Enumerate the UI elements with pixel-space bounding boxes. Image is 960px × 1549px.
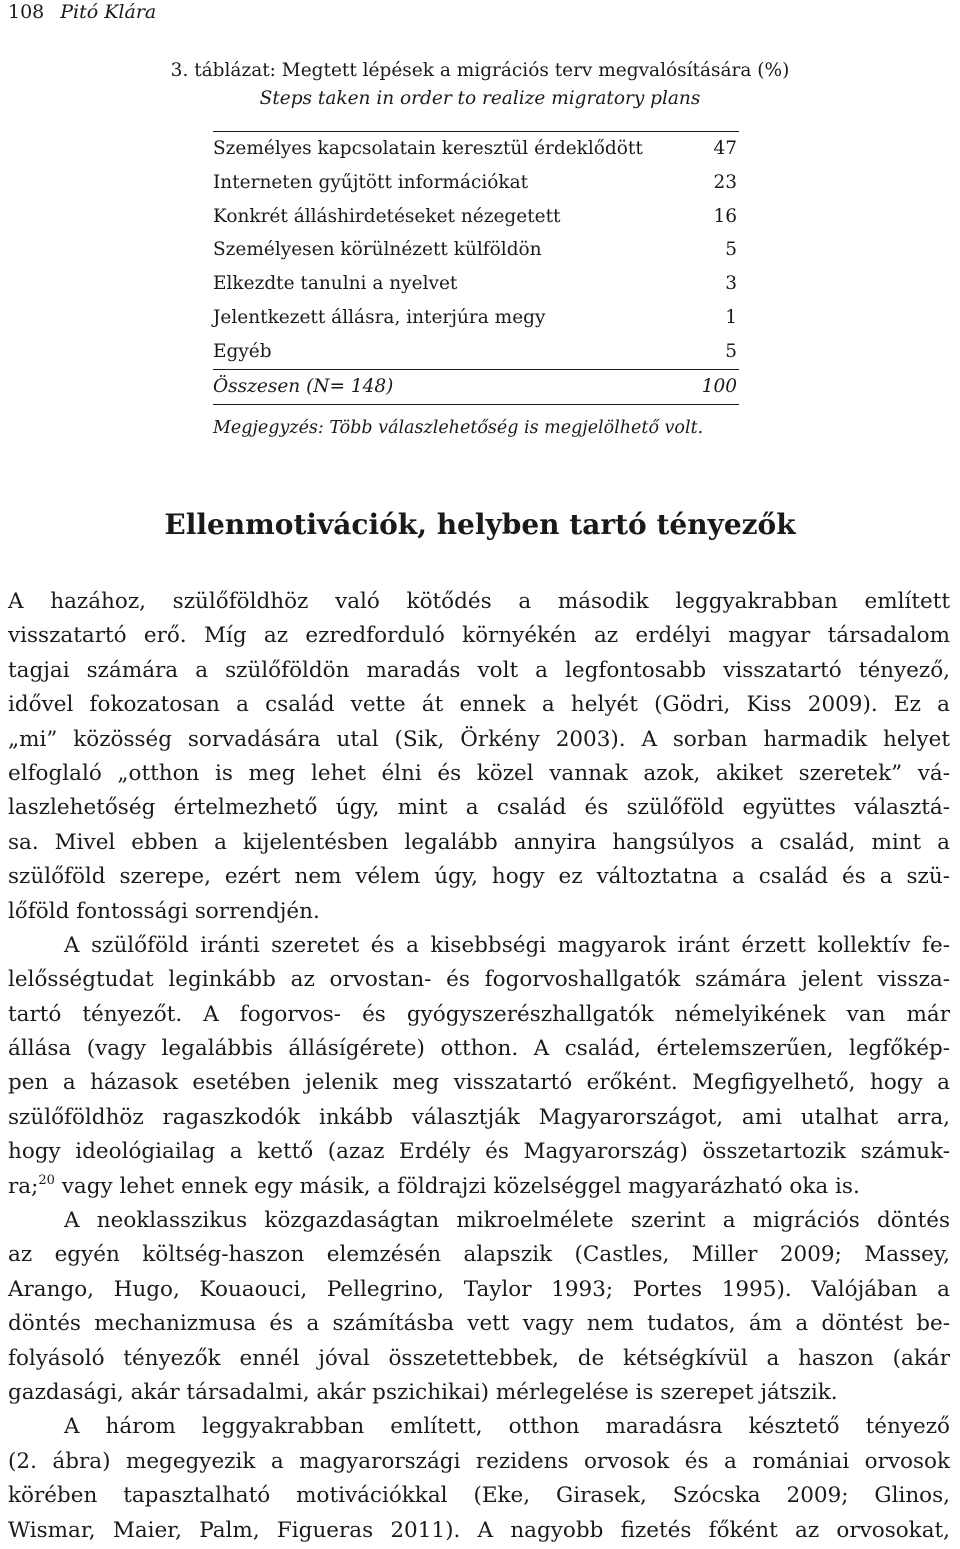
paragraph-line: gazdasági, akár társadalmi, akár pszichikai) mérlegelése is szerepet játszik. (8, 1379, 838, 1405)
paragraph-line: lelősségtudat leginkább az orvostan- és fogorvoshallgatók számára jelent vissza- (8, 967, 950, 993)
table-note: Megjegyzés: Több válaszlehetőség is megjelölhető volt. (213, 418, 704, 438)
page-number: 108 (8, 1, 45, 23)
table-row (213, 267, 739, 301)
paragraph-line: visszatartó erő. Míg az ezredforduló környékén az erdélyi magyar társadalom (8, 623, 950, 649)
paragraph-line: döntés mechanizmusa és a számításba vett vagy nem tudatos, ám a döntést be- (8, 1311, 950, 1337)
paragraph-line-with-footnote (8, 1170, 950, 1204)
table-caption-english: Steps taken in order to realize migratory plans (259, 88, 701, 109)
footnote-reference[interactable]: 20 (38, 1172, 55, 1188)
running-head (8, 1, 156, 23)
paragraph-line: tagjai számára a szülőföldön maradás volt a legfontosabb visszatartó tényező, (8, 657, 950, 683)
table-row (213, 335, 739, 369)
line-start: ra; (8, 1173, 39, 1199)
total-label: Összesen (N= 148) (213, 375, 394, 397)
body-text (8, 585, 950, 1548)
table-row (213, 166, 739, 200)
paragraph-line: elfoglaló „otthon is meg lehet élni és közel vannak azok, akiket szeretek” vá- (8, 760, 950, 786)
paragraph-line: idővel fokozatosan a család vette át ennek a helyét (Gödri, Kiss 2009). Ez a (8, 692, 950, 718)
paragraph-line: sa. Mivel ebben a kijelentésben legalább annyira hangsúlyos a család, mint a (8, 829, 950, 855)
steps-table (213, 131, 739, 405)
paragraph-line: szülőföldhöz ragaszkodók inkább választják Magyarországot, ami utalhat arra, (8, 1104, 950, 1130)
paragraph-line: (2. ábra) megegyezik a magyarországi rezidens orvosok és a romániai orvosok (8, 1448, 950, 1474)
row-label: Személyes kapcsolatain keresztül érdeklődött (213, 138, 643, 159)
paragraph-line: lőföld fontossági sorrendjén. (8, 898, 320, 924)
paragraph-line: hogy ideológiailag a kettő (azaz Erdély és Magyarország) összetartozik számuk- (8, 1139, 950, 1165)
row-value: 23 (713, 171, 737, 193)
total-value: 100 (701, 375, 737, 397)
table-row (213, 233, 739, 267)
paragraph-line: szülőföld szerepe, ezért nem vélem úgy, hogy ez változtatna a család és a szü- (8, 864, 950, 890)
section-title: Ellenmotivációk, helyben tartó tényezők (164, 508, 796, 541)
paragraph-line: A szülőföld iránti szeretet és a kisebbségi magyarok iránt érzett kollektív fe- (64, 932, 950, 958)
paragraph-line: Wismar, Maier, Palm, Figueras 2011). A nagyobb fizetés főként az orvosokat, (8, 1517, 950, 1543)
row-label: Interneten gyűjtött információkat (213, 171, 529, 193)
row-label: Konkrét álláshirdetéseket nézegetett (213, 205, 561, 227)
table-row (213, 200, 739, 234)
row-label: Egyéb (213, 340, 272, 362)
paragraph-line: Arango, Hugo, Kouaouci, Pellegrino, Taylor 1993; Portes 1995). Valójában a (8, 1276, 950, 1302)
paragraph-line: laszlehetőség értelmezhető úgy, mint a család és szülőföld együttes választá- (8, 795, 950, 821)
paragraph-line: pen a házasok esetében jelenik meg visszatartó erőként. Megfigyelhető, hogy a (8, 1070, 950, 1096)
row-value: 1 (725, 306, 737, 328)
running-head-author: Pitó Klára (60, 1, 157, 23)
row-value: 3 (725, 273, 737, 295)
table-row (213, 132, 739, 166)
paragraph-line: A hazához, szülőföldhöz való kötődés a második leggyakrabban említett (8, 589, 950, 614)
row-value: 47 (713, 138, 737, 159)
paragraph-line: folyásoló tényezők ennél jóval összetettebbek, de kétségkívül a haszon (akár (8, 1345, 950, 1371)
paragraph-line: az egyén költség-haszon elemzésén alapszik (Castles, Miller 2009; Massey, (8, 1242, 950, 1268)
line-end: vagy lehet ennek egy másik, a földrajzi közelséggel magyarázható oka is. (61, 1173, 860, 1199)
row-value: 5 (725, 239, 737, 261)
row-value: 16 (713, 205, 737, 227)
row-value: 5 (725, 340, 737, 362)
table-row (213, 301, 739, 335)
paragraph-line: A három leggyakrabban említett, otthon maradásra késztető tényező (64, 1414, 950, 1440)
table-caption: 3. táblázat: Megtett lépések a migrációs terv megvalósítására (%) (170, 60, 790, 81)
paragraph-line: „mi” közösség sorvadására utal (Sik, Örkény 2003). A sorban harmadik helyet (8, 726, 950, 752)
paragraph-line: A neoklasszikus közgazdaságtan mikroelmélete szerint a migrációs döntés (64, 1208, 950, 1234)
table-total-row (213, 369, 739, 405)
paragraph-line: állása (vagy legalábbis állásígérete) otthon. A család, értelemszerűen, legfőkép- (8, 1036, 950, 1062)
row-label: Jelentkezett állásra, interjúra megy (213, 306, 546, 328)
row-label: Személyesen körülnézett külföldön (213, 239, 542, 261)
paragraph-line: tartó tényezőt. A fogorvos- és gyógyszerészhallgatók némelyikének van már (8, 1001, 950, 1027)
row-label: Elkezdte tanulni a nyelvet (213, 273, 458, 295)
paragraph-line: körében tapasztalható motivációkkal (Eke, Girasek, Szócska 2009; Glinos, (8, 1483, 950, 1509)
